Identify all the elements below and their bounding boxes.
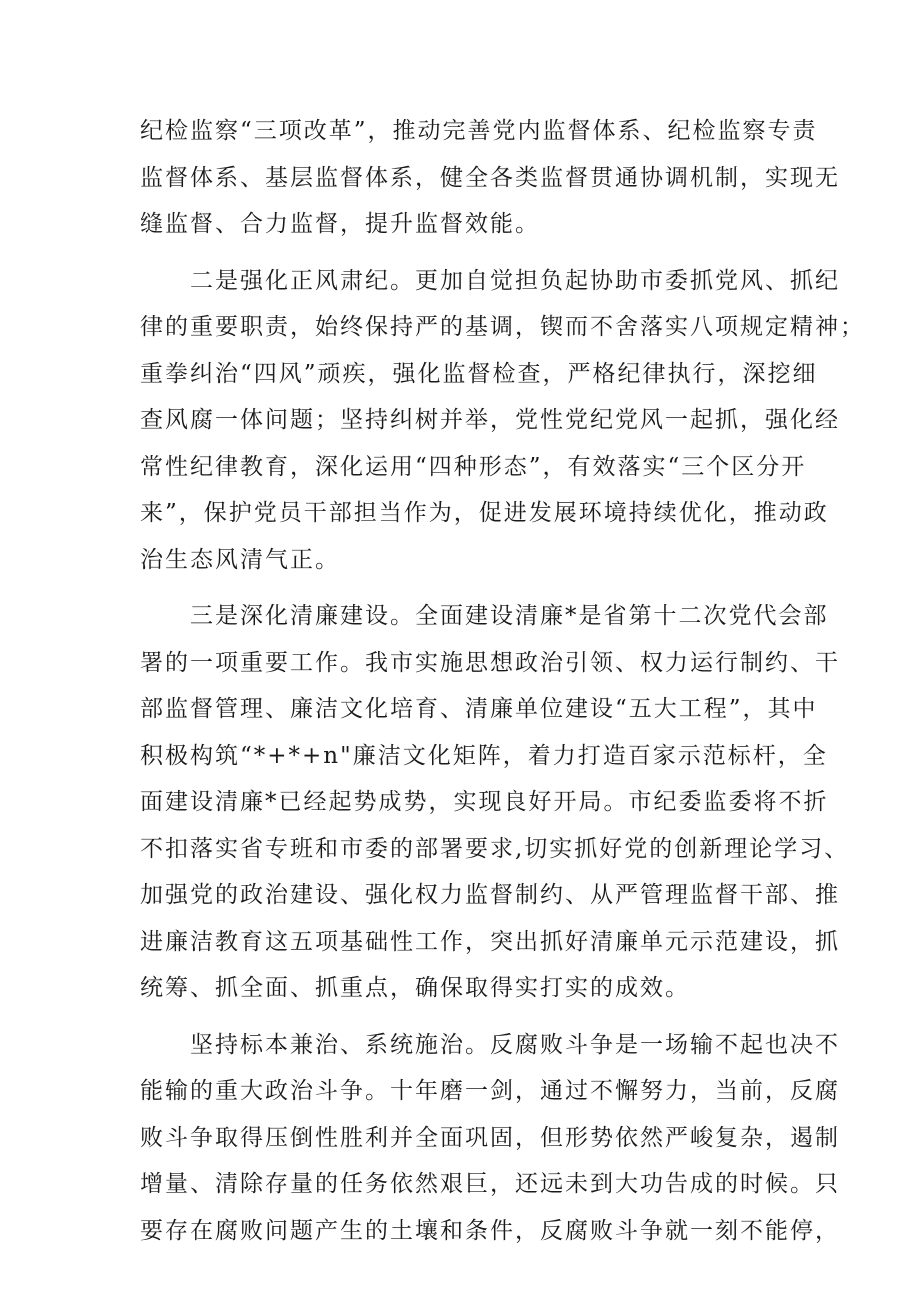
paragraph-line: 积极构筑“*+*+n"廉洁文化矩阵，着力打造百家示范标杆，全 [140,742,828,769]
paragraph-line: 加强党的政治建设、强化权力监督制约、从严管理监督干部、推 [140,882,840,908]
paragraph-line: 律的重要职责，始终保持严的基调，锲而不舍落实八项规定精神； [140,314,865,340]
paragraph-line: 统筹、抓全面、抓重点，确保取得实打实的成效。 [140,975,690,1001]
paragraph-line: 部监督管理、廉洁文化培育、清廉单位建设“五大工程”，其中 [140,696,818,722]
paragraph-line: 增量、清除存量的任务依然艰巨，还远未到大功告成的时候。只 [140,1171,840,1197]
paragraph-line: 来”，保护党员干部担当作为，促进发展环境持续优化，推动政 [140,500,829,526]
paragraph-line: 三是深化清廉建设。全面建设清廉*是省第十二次党代会部 [190,603,829,629]
paragraph-line: 二是强化正风肃纪。更加自觉担负起协助市委抓党风、抓纪 [190,267,840,294]
paragraph-line: 败斗争取得压倒性胜利并全面巩固，但形势依然严峻复杂，遏制 [140,1124,840,1151]
paragraph-3 [140,593,850,1012]
paragraph-line: 重拳纠治“四风”顽疾，强化监督检查，严格纪律执行，深挖细 [140,360,818,387]
paragraph-line: 面建设清廉*已经起势成势，实现良好开局。市纪委监委将不折 [140,789,829,815]
document-body [140,108,865,1254]
paragraph-line: 纪检监察“三项改革”，推动完善党内监督体系、纪检监察专责 [140,118,818,144]
paragraph-line: 监督体系、基层监督体系，健全各类监督贯通协调机制，实现无 [140,164,840,191]
paragraph-line: 治生态风清气正。 [140,546,340,573]
paragraph-line: 坚持标本兼治、系统施治。反腐败斗争是一场输不起也决不 [190,1031,840,1058]
paragraph-line: 缝监督、合力监督，提升监督效能。 [140,211,540,237]
paragraph-line: 不扣落实省专班和市委的部署要求,切实抓好党的创新理论学习、 [140,835,850,862]
paragraph-line: 要存在腐败问题产生的土壤和条件，反腐败斗争就一刻不能停， [140,1217,840,1244]
paragraph-4 [140,1022,840,1255]
paragraph-line: 署的一项重要工作。我市实施思想政治引领、权力运行制约、干 [140,649,840,676]
paragraph-line: 常性纪律教育，深化运用“四种形态”，有效落实“三个区分开 [140,453,807,480]
paragraph-line: 能输的重大政治斗争。十年磨一剑，通过不懈努力，当前，反腐 [140,1078,840,1104]
paragraph-line: 进廉洁教育这五项基础性工作，突出抓好清廉单元示范建设，抓 [140,928,840,955]
paragraph-2 [140,258,865,584]
paragraph-line: 查风腐一体问题；坚持纠树并举，党性党纪党风一起抓，强化经 [140,407,840,433]
paragraph-1 [140,108,840,248]
